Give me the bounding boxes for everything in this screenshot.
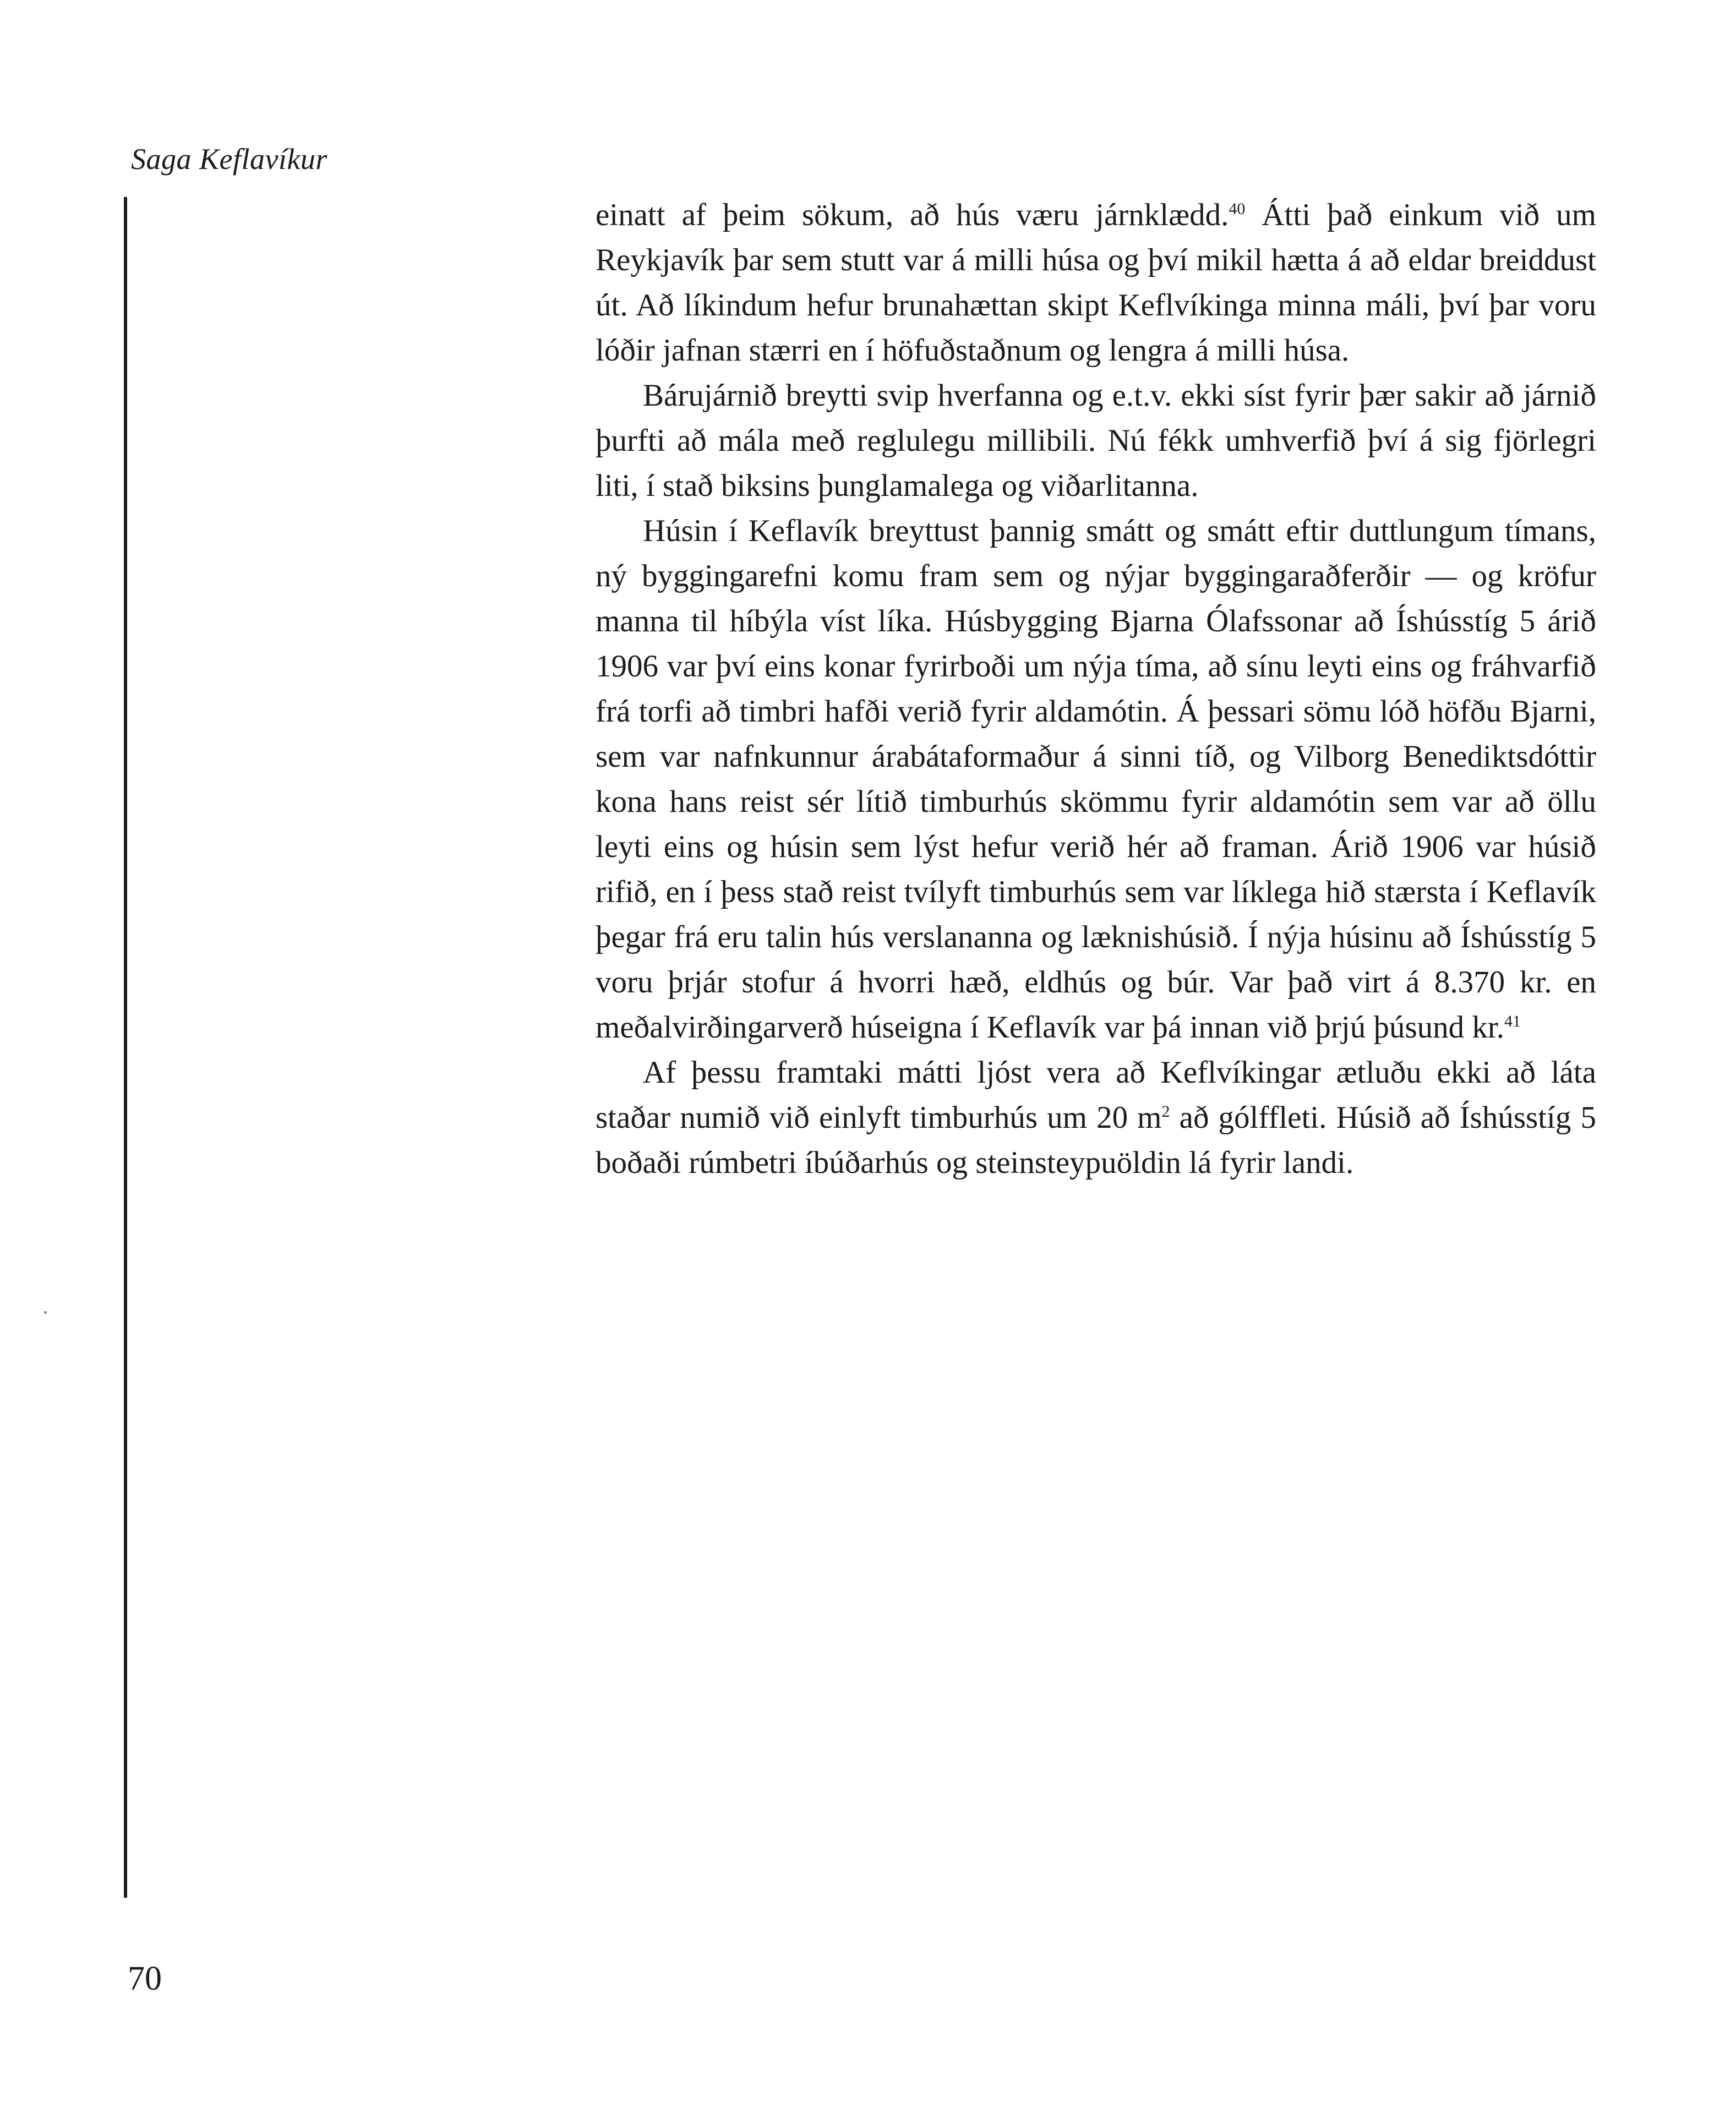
running-head: Saga Keflavíkur bbox=[131, 143, 327, 176]
footnote-ref-41: 41 bbox=[1504, 1012, 1521, 1030]
footnote-ref-40: 40 bbox=[1229, 200, 1246, 218]
page-number: 70 bbox=[128, 1960, 162, 1997]
paragraph-3-text: Húsin í Keflavík breyttust þannig smátt og smátt eftir duttlungum tímans, ný byggingarefni komu fram sem og nýjar byggingaraðferðir — og kröfur manna til híbýla víst líka. Húsbygging Bjarna Ólafssonar að Íshússtíg 5 árið 1906 var því eins konar fyrirboði um nýja tíma, að sínu leyti eins og fráhvarfið frá torfi að timbri hafði verið fyrir aldamótin. Á þessari sömu lóð höfðu Bjarni, sem var nafnkunnur árabátaformaður á sinni tíð, og Vilborg Benediktsdóttir kona hans reist sér lítið timburhús skömmu fyrir aldamótin sem var að öllu leyti eins og húsin sem lýst hefur verið hér að framan. Árið 1906 var húsið rifið, en í þess stað reist tvílyft timburhús sem var líklega hið stærsta í Keflavík þegar frá eru talin hús verslananna og læknishúsið. Í nýja húsinu að Íshússtíg 5 voru þrjár stofur á hvorri hæð, eldhús og búr. Var það virt á 8.370 kr. en meðalvirðingarverð húseigna í Keflavík var þá innan við þrjú þúsund kr. bbox=[596, 514, 1596, 1045]
paragraph-1 bbox=[596, 193, 1596, 373]
paragraph-1-text-a: einatt af þeim sökum, að hús væru járnklædd. bbox=[596, 198, 1229, 232]
paragraph-4-text-b: að gólffleti. Húsið að Íshússtíg 5 boðaði rúmbetri íbúðarhús og steinsteypuöldin lá fyrir landi. bbox=[596, 1100, 1597, 1180]
paragraph-3 bbox=[596, 509, 1596, 1050]
scan-speck bbox=[44, 1311, 47, 1314]
paragraph-2: Bárujárnið breytti svip hverfanna og e.t.v. ekki síst fyrir þær sakir að járnið þurfti að mála með reglulegu millibili. Nú fékk umhverfið því á sig fjörlegri liti, í stað biksins þunglamalega og viðarlitanna. bbox=[596, 378, 1596, 503]
superscript-2: 2 bbox=[1161, 1102, 1170, 1121]
margin-rule bbox=[124, 197, 127, 1898]
paragraph-1-text-b: Átti það einkum við um Reykjavík þar sem stutt var á milli húsa og því mikil hætta á að eldar breiddust út. Að líkindum hefur brunahættan skipt Keflvíkinga minna máli, því þar voru lóðir jafnan stærri en í höfuðstaðnum og lengra á milli húsa. bbox=[596, 198, 1596, 368]
body-text bbox=[596, 193, 1596, 1186]
paragraph-4 bbox=[596, 1050, 1596, 1186]
paragraph-4-text-a: Af þessu framtaki mátti ljóst vera að Keflvíkingar ætluðu ekki að láta staðar numið við einlyft timburhús um 20 m bbox=[596, 1055, 1596, 1135]
